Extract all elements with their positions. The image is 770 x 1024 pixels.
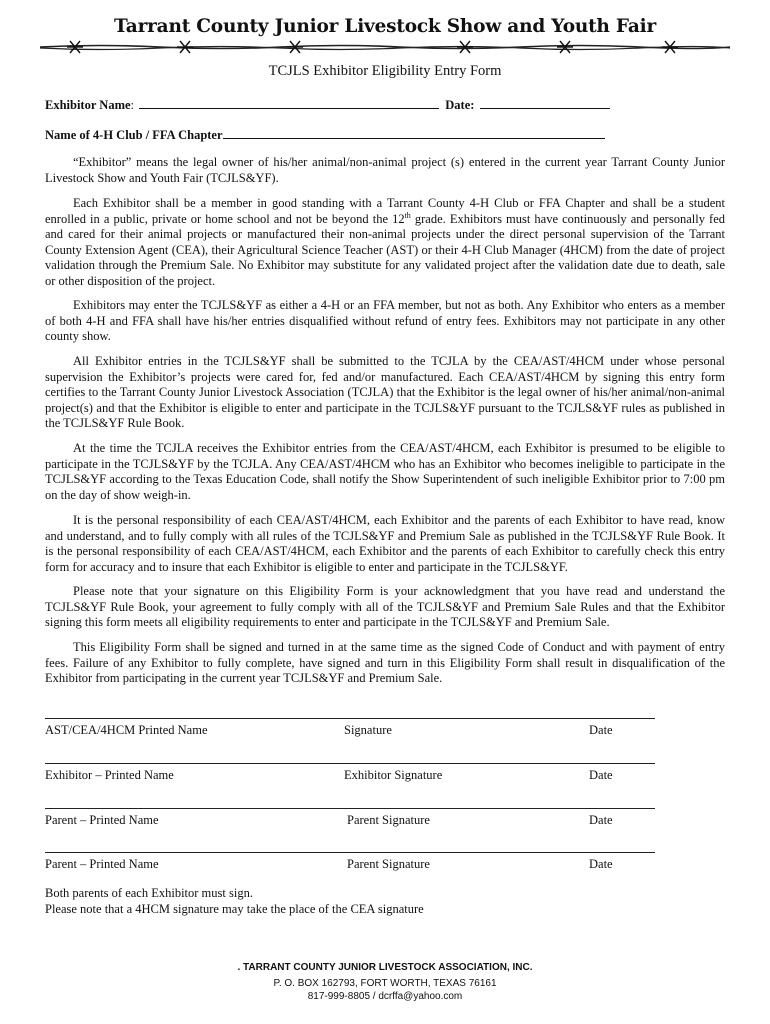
- signature-line: [45, 718, 655, 719]
- date-label: Date: [589, 857, 613, 871]
- club-row: [45, 126, 605, 143]
- signature-label: Parent Signature: [347, 813, 430, 827]
- exhibitor-name-input[interactable]: [139, 96, 439, 109]
- exhibitor-name-label: Exhibitor Name: [45, 98, 131, 112]
- paragraph-exhibitor-definition: “Exhibitor” means the legal owner of his/her animal/non-animal project (s) entered in the current year Tarrant County Junior Livestock Show and Youth Fair (TCJLS&YF).: [45, 155, 725, 185]
- barbed-wire-divider: [40, 38, 730, 56]
- printed-name-label: Parent – Printed Name: [45, 857, 159, 871]
- p2-text-a: Each Exhibitor shall be a member in good standing with a Tarrant County 4-H Club or FFA Chapter and shall be a student enrolled in a public, private or home school and not be beyond the 12: [45, 196, 725, 226]
- signature-label: Parent Signature: [347, 857, 430, 871]
- signature-line: [45, 808, 655, 809]
- signature-line: [45, 763, 655, 764]
- printed-name-label: Parent – Printed Name: [45, 813, 159, 827]
- footer-org-name: . TARRANT COUNTY JUNIOR LIVESTOCK ASSOCIATION, INC.: [237, 962, 533, 973]
- signature-row-parent-1[interactable]: [45, 808, 655, 828]
- printed-name-label: Exhibitor – Printed Name: [45, 768, 174, 782]
- signature-row-exhibitor[interactable]: [45, 763, 655, 783]
- date-label: Date:: [445, 98, 475, 112]
- paragraph-presumption: At the time the TCJLA receives the Exhibitor entries from the CEA/AST/4HCM, each Exhibitor is presumed to be eligible to participate in the TCJLS&YF by the TCJLA. Any CEA/AST/4HCM who has an Exhibitor who becomes ineligible to participate in the TCJLS&YF according to the Texas Education Code, shall notify the Show Superintendent of such ineligible Exhibitor prior to 7:00 pm on the day of show weigh-in.: [45, 441, 725, 502]
- paragraph-entries: All Exhibitor entries in the TCJLS&YF shall be submitted to the TCJLA by the CEA/AST/4HCM under whose personal supervision the Exhibitor’s projects were cared for, fed and/or manufactured. Each CEA/AST/4HCM by signing this entry form certifies to the Tarrant County Junior Livestock Association (TCJLA) that the Exhibitor is the legal owner of his/her animal/non-animal project(s) and that the Exhibitor is eligible to enter and participate in the TCJLS&YF pursuant to the TCJLS&YF rules as published in the TCJLS&YF Rule Book.: [45, 354, 725, 430]
- paragraph-acknowledgment: Please note that your signature on this Eligibility Form is your acknowledgment that you have read and understand the TCJLS&YF Rule Book, your agreement to fully comply with all of the TCJLS&YF and Premium Sale Rules and that the Exhibitor signing this form meets all eligibility requirements to enter and participate in the TCJLS&YF and Premium Sale.: [45, 584, 725, 629]
- paragraph-membership: Exhibitors may enter the TCJLS&YF as either a 4-H or an FFA member, but not as both. Any Exhibitor who enters as a member of both 4-H and FFA shall have his/her entries disqualified without refund of entry fees. Exhibitors may not participate in any other county show.: [45, 298, 725, 343]
- date-label: Date: [589, 813, 613, 827]
- footer-contact: 817-999-8805 / dcrffa@yahoo.com: [307, 991, 463, 1002]
- date-label: Date: [589, 768, 613, 782]
- club-label: Name of 4-H Club / FFA Chapter: [45, 128, 223, 142]
- note-4hcm-signature: Please note that a 4HCM signature may take the place of the CEA signature: [45, 902, 424, 916]
- signature-label: Signature: [344, 723, 392, 737]
- signature-label: Exhibitor Signature: [344, 768, 443, 782]
- signature-row-cea[interactable]: [45, 718, 655, 738]
- paragraph-responsibility: It is the personal responsibility of each CEA/AST/4HCM, each Exhibitor and the parents of each Exhibitor to have read, know and understand, and to fully comply with all rules of the TCJLS&YF and Premium Sale as published in the TCJLS&YF Rule Book. It is the personal responsibility of each CEA/AST/4HCM, each Exhibitor and the parents of each Exhibitor to carefully check this entry form for accuracy and to insure that each Exhibitor is eligible to enter and participate in the TCJLS&YF.: [45, 513, 725, 574]
- exhibitor-name-row: [45, 96, 610, 113]
- p2-text-b: grade. Exhibitors must have continuously and personally fed and cared for their animal projects or manufactured their non-animal projects under the direct personal supervision of the Tarrant County Extension Agent (CEA), their Agricultural Science Teacher (AST) or their 4-H Club Manager (4HCM) from the date of project validation through the Premium Sale. No Exhibitor may substitute for any validated project after the validation date due to death, sale or other disposition of the project.: [45, 211, 725, 288]
- date-input[interactable]: [480, 96, 610, 109]
- form-title: Tarrant County Junior Livestock Show and Youth Fair: [113, 16, 657, 37]
- p2-superscript: th: [404, 210, 411, 220]
- signature-row-parent-2[interactable]: [45, 852, 655, 872]
- signature-line: [45, 852, 655, 853]
- exhibitor-name-colon: :: [130, 98, 135, 112]
- footer-address: P. O. BOX 162793, FORT WORTH, TEXAS 76161: [273, 978, 497, 989]
- form-subtitle: TCJLS Exhibitor Eligibility Entry Form: [268, 63, 502, 79]
- club-input[interactable]: [223, 126, 605, 139]
- printed-name-label: AST/CEA/4HCM Printed Name: [45, 723, 208, 737]
- note-both-parents: Both parents of each Exhibitor must sign.: [45, 886, 253, 900]
- date-label: Date: [589, 723, 613, 737]
- paragraph-eligibility: [45, 196, 725, 289]
- paragraph-submission: This Eligibility Form shall be signed and turned in at the same time as the signed Code of Conduct and with payment of entry fees. Failure of any Exhibitor to fully complete, have signed and turn in this Eligibility Form shall result in disqualification of the Exhibitor from participating in the current year TCJLS&YF and Premium Sale.: [45, 640, 725, 685]
